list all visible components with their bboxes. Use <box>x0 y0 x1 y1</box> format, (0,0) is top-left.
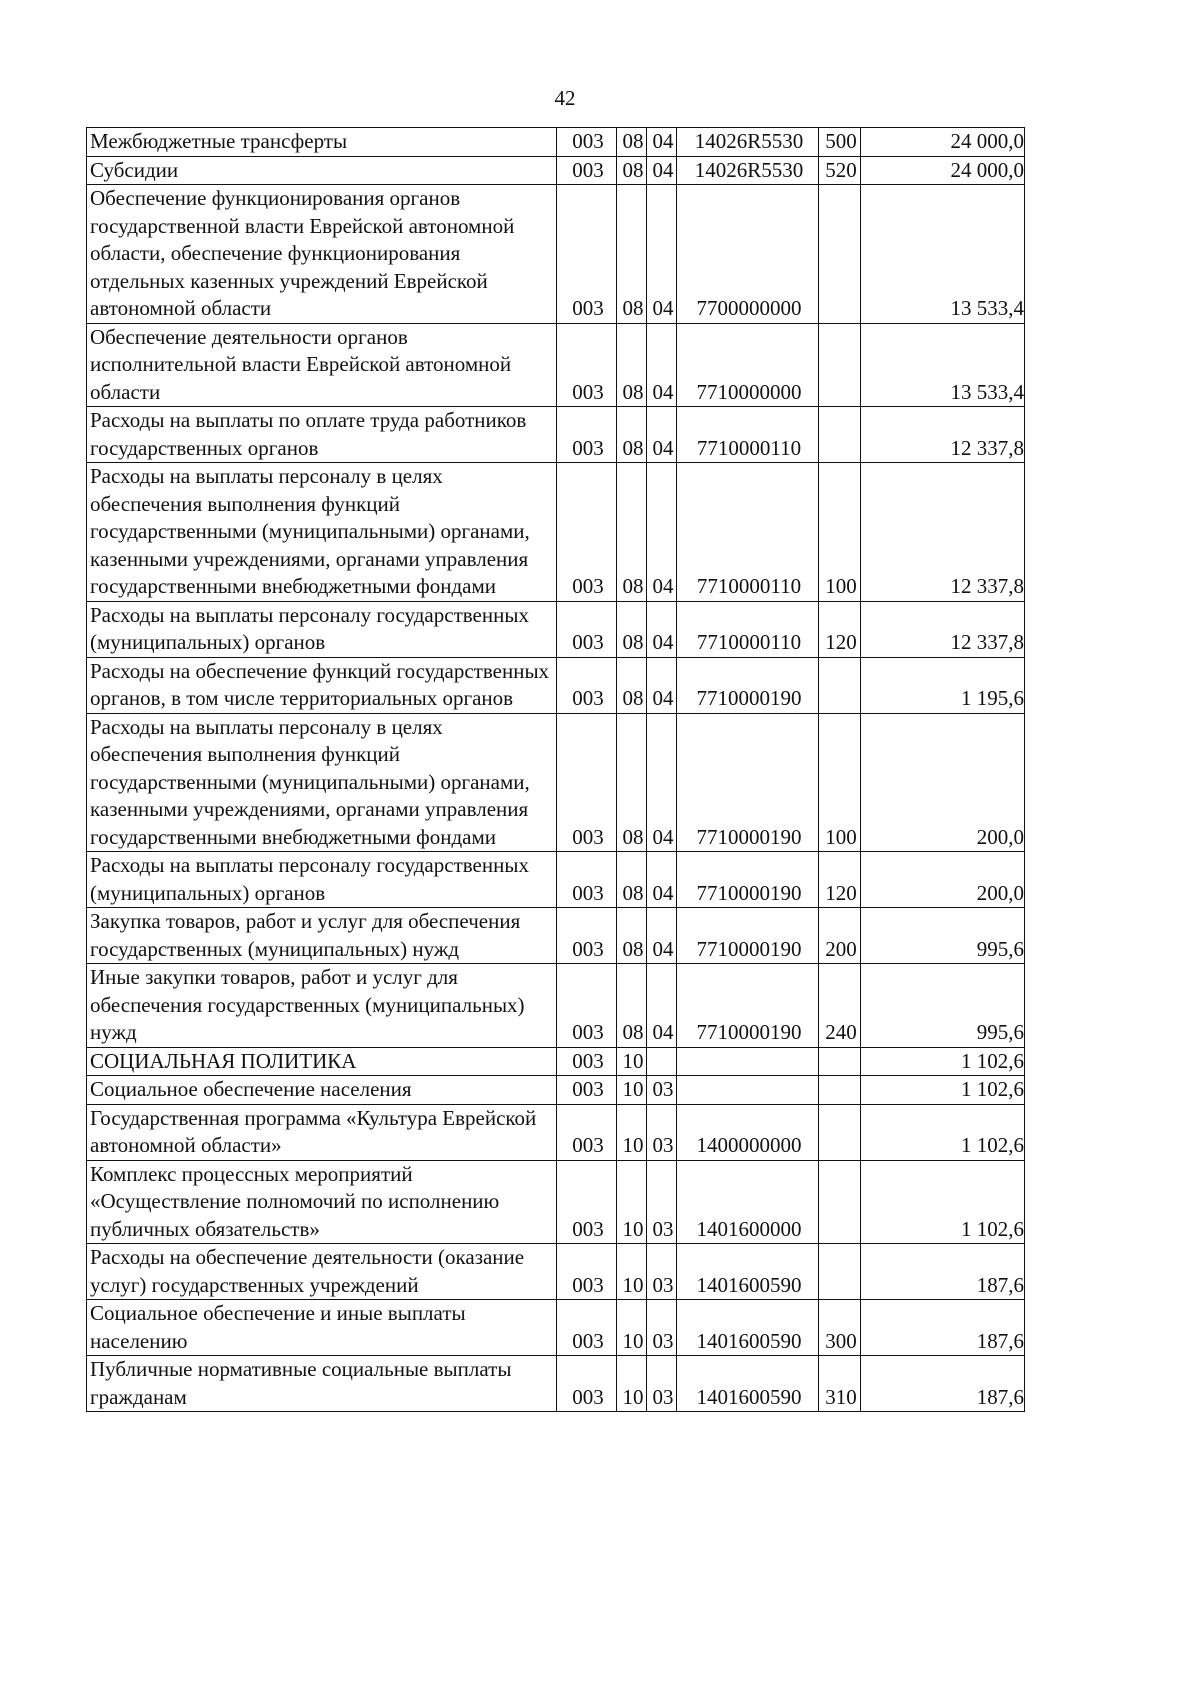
subsection-code: 04 <box>647 852 677 908</box>
amount: 1 102,6 <box>861 1104 1025 1160</box>
expense-type-code <box>819 407 861 463</box>
table-row <box>87 1300 1025 1356</box>
admin-code: 003 <box>557 407 617 463</box>
target-article-code: 14026R5530 <box>677 156 819 185</box>
admin-code: 003 <box>557 323 617 407</box>
amount: 995,6 <box>861 908 1025 964</box>
row-name: Межбюджетные трансферты <box>87 128 557 157</box>
section-code: 08 <box>617 407 647 463</box>
section-code: 10 <box>617 1356 647 1412</box>
admin-code: 003 <box>557 1244 617 1300</box>
amount: 187,6 <box>861 1300 1025 1356</box>
target-article-code: 7710000110 <box>677 463 819 602</box>
target-article-code: 14026R5530 <box>677 128 819 157</box>
target-article-code: 7710000110 <box>677 601 819 657</box>
expense-type-code: 100 <box>819 463 861 602</box>
section-code: 08 <box>617 852 647 908</box>
expense-type-code <box>819 323 861 407</box>
subsection-code: 04 <box>647 185 677 324</box>
admin-code: 003 <box>557 1076 617 1105</box>
table-row <box>87 713 1025 852</box>
subsection-code: 03 <box>647 1104 677 1160</box>
expense-type-code: 120 <box>819 852 861 908</box>
expense-type-code <box>819 1076 861 1105</box>
amount: 187,6 <box>861 1356 1025 1412</box>
row-name: Расходы на выплаты персоналу в целях обеспечения выполнения функций государственными (муниципальными) органами, казенными учреждениями, органами управления государственными внебюджетными фондами <box>87 713 557 852</box>
target-article-code: 7710000000 <box>677 323 819 407</box>
admin-code: 003 <box>557 1160 617 1244</box>
subsection-code: 04 <box>647 964 677 1048</box>
row-name: Расходы на выплаты по оплате труда работников государственных органов <box>87 407 557 463</box>
row-name: Социальное обеспечение и иные выплаты населению <box>87 1300 557 1356</box>
admin-code: 003 <box>557 156 617 185</box>
expense-type-code: 100 <box>819 713 861 852</box>
row-name: Расходы на выплаты персоналу в целях обеспечения выполнения функций государственными (муниципальными) органами, казенными учреждениями, органами управления государственными внебюджетными фондами <box>87 463 557 602</box>
admin-code: 003 <box>557 1104 617 1160</box>
table-row <box>87 1076 1025 1105</box>
target-article-code: 7710000190 <box>677 964 819 1048</box>
section-code: 08 <box>617 601 647 657</box>
section-code: 08 <box>617 156 647 185</box>
expense-type-code <box>819 1160 861 1244</box>
admin-code: 003 <box>557 185 617 324</box>
table-row <box>87 1244 1025 1300</box>
table-row <box>87 185 1025 324</box>
subsection-code: 03 <box>647 1160 677 1244</box>
budget-table <box>86 127 1025 1412</box>
target-article-code: 1401600000 <box>677 1160 819 1244</box>
expense-type-code <box>819 1244 861 1300</box>
amount: 995,6 <box>861 964 1025 1048</box>
amount: 12 337,8 <box>861 601 1025 657</box>
target-article-code: 7700000000 <box>677 185 819 324</box>
section-code: 10 <box>617 1160 647 1244</box>
section-code: 08 <box>617 128 647 157</box>
target-article-code: 1401600590 <box>677 1300 819 1356</box>
target-article-code <box>677 1076 819 1105</box>
amount: 1 102,6 <box>861 1076 1025 1105</box>
row-name: Комплекс процессных мероприятий «Осуществление полномочий по исполнению публичных обязательств» <box>87 1160 557 1244</box>
table-row <box>87 323 1025 407</box>
table-row <box>87 964 1025 1048</box>
table-row <box>87 852 1025 908</box>
amount: 1 102,6 <box>861 1160 1025 1244</box>
section-code: 08 <box>617 964 647 1048</box>
target-article-code: 1401600590 <box>677 1356 819 1412</box>
section-code: 10 <box>617 1300 647 1356</box>
row-name: Обеспечение деятельности органов исполнительной власти Еврейской автономной области <box>87 323 557 407</box>
table-row <box>87 601 1025 657</box>
row-name: Социальное обеспечение населения <box>87 1076 557 1105</box>
admin-code: 003 <box>557 852 617 908</box>
subsection-code: 03 <box>647 1356 677 1412</box>
subsection-code: 03 <box>647 1300 677 1356</box>
table-row <box>87 1356 1025 1412</box>
subsection-code: 04 <box>647 657 677 713</box>
amount: 24 000,0 <box>861 156 1025 185</box>
section-code: 10 <box>617 1047 647 1076</box>
target-article-code: 7710000190 <box>677 852 819 908</box>
row-name: Субсидии <box>87 156 557 185</box>
table-row <box>87 1104 1025 1160</box>
target-article-code: 7710000190 <box>677 657 819 713</box>
expense-type-code: 310 <box>819 1356 861 1412</box>
section-code: 08 <box>617 323 647 407</box>
row-name: Иные закупки товаров, работ и услуг для обеспечения государственных (муниципальных) нужд <box>87 964 557 1048</box>
section-code: 08 <box>617 463 647 602</box>
target-article-code: 1400000000 <box>677 1104 819 1160</box>
section-code: 08 <box>617 185 647 324</box>
row-name: Расходы на выплаты персоналу государственных (муниципальных) органов <box>87 601 557 657</box>
row-name: Закупка товаров, работ и услуг для обеспечения государственных (муниципальных) нужд <box>87 908 557 964</box>
expense-type-code: 200 <box>819 908 861 964</box>
target-article-code: 1401600590 <box>677 1244 819 1300</box>
target-article-code: 7710000190 <box>677 908 819 964</box>
subsection-code: 04 <box>647 908 677 964</box>
section-code: 10 <box>617 1104 647 1160</box>
subsection-code <box>647 1047 677 1076</box>
subsection-code: 04 <box>647 156 677 185</box>
subsection-code: 04 <box>647 407 677 463</box>
row-name: Расходы на выплаты персоналу государственных (муниципальных) органов <box>87 852 557 908</box>
amount: 187,6 <box>861 1244 1025 1300</box>
admin-code: 003 <box>557 1356 617 1412</box>
table-row <box>87 657 1025 713</box>
expense-type-code: 500 <box>819 128 861 157</box>
admin-code: 003 <box>557 908 617 964</box>
subsection-code: 04 <box>647 713 677 852</box>
amount: 1 195,6 <box>861 657 1025 713</box>
amount: 24 000,0 <box>861 128 1025 157</box>
expense-type-code: 520 <box>819 156 861 185</box>
table-row <box>87 128 1025 157</box>
table-row <box>87 1047 1025 1076</box>
page-number: 42 <box>554 86 576 110</box>
target-article-code: 7710000190 <box>677 713 819 852</box>
admin-code: 003 <box>557 601 617 657</box>
target-article-code: 7710000110 <box>677 407 819 463</box>
admin-code: 003 <box>557 713 617 852</box>
table-row <box>87 463 1025 602</box>
section-code: 08 <box>617 908 647 964</box>
admin-code: 003 <box>557 657 617 713</box>
expense-type-code: 240 <box>819 964 861 1048</box>
section-code: 10 <box>617 1244 647 1300</box>
table-row <box>87 407 1025 463</box>
row-name: СОЦИАЛЬНАЯ ПОЛИТИКА <box>87 1047 557 1076</box>
amount: 12 337,8 <box>861 407 1025 463</box>
table-row <box>87 156 1025 185</box>
expense-type-code <box>819 1104 861 1160</box>
admin-code: 003 <box>557 128 617 157</box>
amount: 1 102,6 <box>861 1047 1025 1076</box>
row-name: Обеспечение функционирования органов государственной власти Еврейской автономной области, обеспечение функционирования отдельных казенных учреждений Еврейской автономной области <box>87 185 557 324</box>
expense-type-code <box>819 657 861 713</box>
row-name: Расходы на обеспечение деятельности (оказание услуг) государственных учреждений <box>87 1244 557 1300</box>
table-row <box>87 1160 1025 1244</box>
expense-type-code: 300 <box>819 1300 861 1356</box>
target-article-code <box>677 1047 819 1076</box>
amount: 200,0 <box>861 852 1025 908</box>
expense-type-code: 120 <box>819 601 861 657</box>
section-code: 08 <box>617 657 647 713</box>
subsection-code: 04 <box>647 323 677 407</box>
amount: 200,0 <box>861 713 1025 852</box>
budget-table-body <box>87 128 1025 1412</box>
admin-code: 003 <box>557 1047 617 1076</box>
subsection-code: 04 <box>647 128 677 157</box>
section-code: 08 <box>617 713 647 852</box>
expense-type-code <box>819 1047 861 1076</box>
amount: 12 337,8 <box>861 463 1025 602</box>
admin-code: 003 <box>557 1300 617 1356</box>
row-name: Публичные нормативные социальные выплаты гражданам <box>87 1356 557 1412</box>
amount: 13 533,4 <box>861 323 1025 407</box>
subsection-code: 03 <box>647 1244 677 1300</box>
table-row <box>87 908 1025 964</box>
expense-type-code <box>819 185 861 324</box>
subsection-code: 04 <box>647 463 677 602</box>
subsection-code: 03 <box>647 1076 677 1105</box>
row-name: Расходы на обеспечение функций государственных органов, в том числе территориальных органов <box>87 657 557 713</box>
admin-code: 003 <box>557 964 617 1048</box>
section-code: 10 <box>617 1076 647 1105</box>
admin-code: 003 <box>557 463 617 602</box>
amount: 13 533,4 <box>861 185 1025 324</box>
row-name: Государственная программа «Культура Еврейской автономной области» <box>87 1104 557 1160</box>
subsection-code: 04 <box>647 601 677 657</box>
